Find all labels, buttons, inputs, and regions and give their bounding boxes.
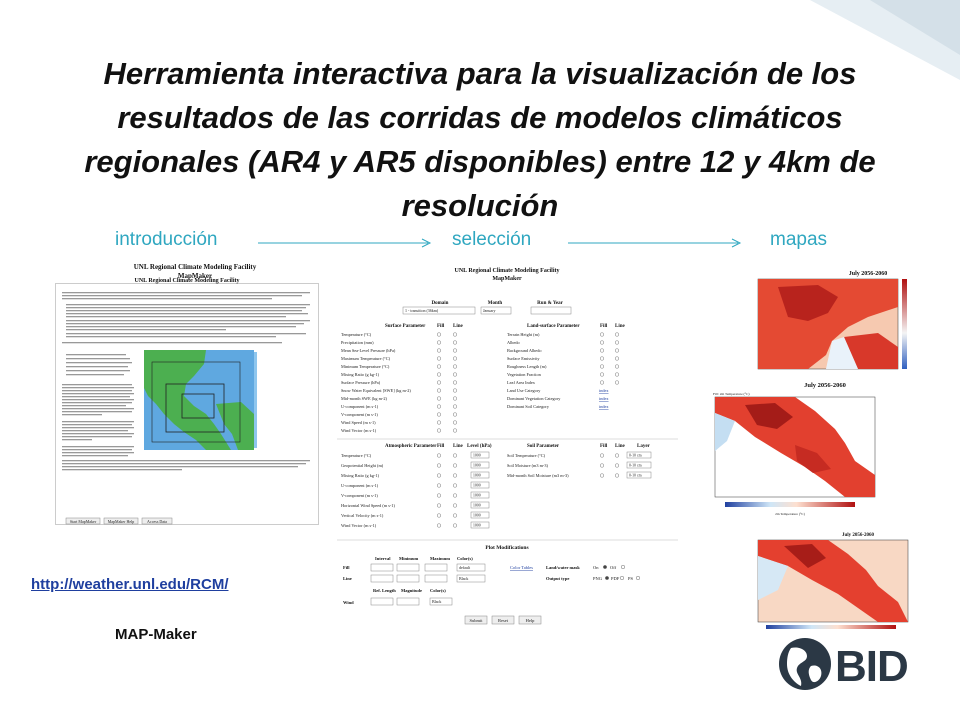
svg-text:Soil Parameter: Soil Parameter [527, 444, 560, 449]
level-value: 1000 [473, 523, 481, 528]
svg-text:Access Data: Access Data [147, 519, 167, 524]
surface-param-label: Wind Speed (m s-1) [341, 420, 376, 425]
selection-screenshot [335, 262, 680, 630]
surface-param-label: Surface Pressure (hPa) [341, 380, 381, 385]
land-fill-radio[interactable] [600, 349, 604, 353]
svg-text:Magnitude: Magnitude [401, 588, 423, 593]
index-link: index [599, 388, 609, 393]
atmos-line-radio[interactable] [453, 514, 457, 518]
output-png-radio[interactable] [605, 576, 609, 580]
surface-param-label: Minimum Temperature (°C) [341, 364, 390, 369]
land-param-label: Roughness Length (m) [507, 364, 547, 369]
climate-map-3 [748, 530, 923, 635]
svg-text:Black: Black [432, 599, 442, 604]
climate-map-1 [748, 267, 938, 379]
fill-interval-input[interactable] [371, 564, 393, 571]
surface-fill-radio[interactable] [437, 365, 441, 369]
fill-minimum-input[interactable] [397, 564, 419, 571]
atmos-param-label: Mixing Ratio (g kg-1) [341, 473, 380, 478]
svg-text:Black: Black [459, 576, 469, 581]
surface-param-label: Wind Vector (m s-1) [341, 428, 377, 433]
atmos-line-radio[interactable] [453, 504, 457, 508]
land-line-radio[interactable] [615, 373, 619, 377]
surface-param-label: Maximum Temperature (°C) [341, 356, 391, 361]
climate-map-2 [705, 381, 880, 526]
soil-fill-radio[interactable] [600, 454, 604, 458]
level-value: 1000 [473, 453, 481, 458]
svg-text:July 2056-2060: July 2056-2060 [848, 271, 888, 277]
level-value: 1000 [473, 503, 481, 508]
svg-text:Fill: Fill [600, 444, 608, 449]
surface-fill-radio[interactable] [437, 349, 441, 353]
form-title: UNL Regional Climate Modeling Facility [454, 268, 560, 274]
surface-fill-radio[interactable] [437, 413, 441, 417]
surface-line-radio[interactable] [453, 429, 457, 433]
level-value: 1000 [473, 483, 481, 488]
svg-text:PS: PS [628, 576, 634, 581]
land-line-radio[interactable] [615, 333, 619, 337]
land-param-label: Leaf Area Index [507, 380, 535, 385]
surface-fill-radio[interactable] [437, 405, 441, 409]
atmos-fill-radio[interactable] [437, 474, 441, 478]
title-line-2: resultados de las corridas de modelos climáticos [117, 100, 843, 135]
surface-param-label: Mean Sea-Level Pressure (hPa) [341, 348, 396, 353]
svg-text:Level (hPa): Level (hPa) [467, 444, 492, 449]
index-link: index [599, 396, 609, 401]
wind-magnitude-input[interactable] [397, 598, 419, 605]
surface-param-label: Temperature (°C) [341, 332, 372, 337]
atmos-fill-radio[interactable] [437, 494, 441, 498]
domain-map [144, 350, 257, 450]
surface-line-radio[interactable] [453, 357, 457, 361]
svg-text:Color(s): Color(s) [457, 556, 473, 561]
svg-text:MapMaker Help: MapMaker Help [107, 519, 135, 524]
surface-fill-radio[interactable] [437, 333, 441, 337]
level-value: 1000 [473, 473, 481, 478]
svg-text:Line: Line [615, 324, 625, 329]
svg-text:Line: Line [615, 444, 625, 449]
svg-text:Interval: Interval [375, 556, 391, 561]
surface-param-label: U-component (m s-1) [341, 404, 379, 409]
atmos-param-label: Wind Vector (m s-1) [341, 523, 377, 528]
level-value: 1000 [473, 463, 481, 468]
line-minimum-input[interactable] [397, 575, 419, 582]
land-line-radio[interactable] [615, 341, 619, 345]
line-interval-input[interactable] [371, 575, 393, 582]
surface-fill-radio[interactable] [437, 397, 441, 401]
step-introduccion: introducción [115, 229, 218, 250]
surface-line-radio[interactable] [453, 333, 457, 337]
level-value: 1000 [473, 513, 481, 518]
run-year-select[interactable] [531, 307, 571, 314]
atmos-fill-radio[interactable] [437, 484, 441, 488]
surface-fill-radio[interactable] [437, 421, 441, 425]
atmos-param-label: Horizontal Wind Speed (m s-1) [341, 503, 395, 508]
svg-text:Line: Line [453, 324, 463, 329]
surface-line-radio[interactable] [453, 413, 457, 417]
svg-text:Reset: Reset [498, 618, 508, 623]
atmos-line-radio[interactable] [453, 454, 457, 458]
svg-text:PNG: PNG [593, 576, 603, 581]
step-seleccion: selección [452, 229, 532, 250]
soil-line-radio[interactable] [615, 454, 619, 458]
land-fill-radio[interactable] [600, 373, 604, 377]
surface-line-radio[interactable] [453, 405, 457, 409]
soil-param-label: Soil Temperature (°C) [507, 453, 546, 458]
atmospheric-parameter-list [341, 452, 489, 528]
atmos-line-radio[interactable] [453, 494, 457, 498]
svg-text:Off: Off [610, 565, 617, 570]
landwater-on-radio[interactable] [603, 565, 607, 569]
svg-text:Color(s): Color(s) [430, 588, 446, 593]
atmos-line-radio[interactable] [453, 484, 457, 488]
land-fill-radio[interactable] [600, 341, 604, 345]
svg-text:Submit: Submit [469, 618, 483, 623]
surface-fill-radio[interactable] [437, 357, 441, 361]
svg-text:Fill: Fill [600, 324, 608, 329]
svg-text:Domain: Domain [431, 301, 449, 306]
svg-text:Fill: Fill [437, 444, 445, 449]
soil-fill-radio[interactable] [600, 464, 604, 468]
svg-text:July 2056-2060: July 2056-2060 [804, 382, 846, 389]
color-tables-link[interactable]: Color Tables [510, 565, 533, 570]
soil-line-radio[interactable] [615, 474, 619, 478]
surface-fill-radio[interactable] [437, 389, 441, 393]
level-value: 1000 [473, 493, 481, 498]
intro-page-subtitle: MapMaker [177, 272, 213, 280]
svg-text:Land-surface Parameter: Land-surface Parameter [527, 324, 580, 329]
svg-text:Start MapMaker: Start MapMaker [69, 519, 97, 524]
surface-line-radio[interactable] [453, 389, 457, 393]
surface-param-label: Mixing Ratio (g kg-1) [341, 372, 380, 377]
surface-line-radio[interactable] [453, 421, 457, 425]
land-param-label: Dominant Vegetation Category [507, 396, 561, 401]
title-line-4: resolución [401, 188, 559, 223]
land-fill-radio[interactable] [600, 365, 604, 369]
svg-text:1 - transition (36km): 1 - transition (36km) [405, 308, 439, 313]
surface-fill-radio[interactable] [437, 373, 441, 377]
land-param-label: Land Use Category [507, 388, 541, 393]
atmos-fill-radio[interactable] [437, 524, 441, 528]
surface-line-radio[interactable] [453, 381, 457, 385]
svg-text:Output type: Output type [546, 576, 570, 581]
surface-line-radio[interactable] [453, 341, 457, 345]
svg-text:Month: Month [487, 301, 503, 306]
atmos-line-radio[interactable] [453, 474, 457, 478]
svg-text:Layer: Layer [637, 444, 650, 449]
plot-modifications-header: Plot Modifications [485, 545, 529, 551]
rcm-link[interactable]: http://weather.unl.edu/RCM/ [31, 576, 229, 593]
layer-value: 0-10 cm [629, 463, 642, 468]
atmos-param-label: Geopotential Height (m) [341, 463, 384, 468]
index-link: index [599, 404, 609, 409]
svg-text:default: default [459, 565, 471, 570]
land-param-label: Surface Emissivity [507, 356, 540, 361]
atmos-fill-radio[interactable] [437, 514, 441, 518]
svg-text:Wind: Wind [343, 600, 354, 605]
svg-text:Line: Line [343, 576, 352, 581]
atmos-line-radio[interactable] [453, 524, 457, 528]
land-line-radio[interactable] [615, 357, 619, 361]
svg-text:Run & Year: Run & Year [537, 301, 563, 306]
svg-text:Maximum: Maximum [430, 556, 450, 561]
surface-fill-radio[interactable] [437, 381, 441, 385]
land-line-radio[interactable] [615, 365, 619, 369]
soil-param-label: Mid-month Soil Moisture (m3 m-3) [507, 473, 569, 478]
layer-value: 0-10 cm [629, 453, 642, 458]
svg-text:Fill: Fill [343, 565, 350, 570]
surface-line-radio[interactable] [453, 349, 457, 353]
land-param-label: Terrain Height (m) [507, 332, 540, 337]
atmos-param-label: Vertical Velocity (m s-1) [341, 513, 384, 518]
atmos-param-label: V-component (m s-1) [341, 493, 378, 498]
land-fill-radio[interactable] [600, 357, 604, 361]
map-maker-caption: MAP-Maker [115, 626, 197, 643]
land-param-label: Dominant Soil Category [507, 404, 550, 409]
line-maximum-input[interactable] [425, 575, 447, 582]
intro-page-title: UNL Regional Climate Modeling Facility [133, 263, 257, 271]
wind-ref-length-input[interactable] [371, 598, 393, 605]
output-pdf-radio[interactable] [620, 576, 624, 580]
atmos-fill-radio[interactable] [437, 504, 441, 508]
atmos-line-radio[interactable] [453, 464, 457, 468]
soil-fill-radio[interactable] [600, 474, 604, 478]
land-parameter-list [507, 332, 619, 409]
output-ps-radio[interactable] [636, 576, 640, 580]
svg-text:PDF: PDF [611, 576, 620, 581]
form-subtitle: MapMaker [492, 276, 522, 282]
intro-title: UNL Regional Climate Modeling Facility [134, 278, 240, 284]
atmos-fill-radio[interactable] [437, 464, 441, 468]
surface-param-label: Snow Water Equivalent [SWE] (kg m-2) [341, 388, 411, 393]
step-mapas: mapas [770, 229, 828, 250]
svg-text:Fill: Fill [437, 324, 445, 329]
atmos-fill-radio[interactable] [437, 454, 441, 458]
svg-text:Fill: 2m Temperature (°C): Fill: 2m Temperature (°C) [713, 392, 750, 396]
land-param-label: Background Albedo [507, 348, 542, 353]
svg-text:Help: Help [525, 618, 535, 623]
svg-text:Minimum: Minimum [399, 556, 419, 561]
surface-param-label: Mid-month SWE (kg m-2) [341, 396, 387, 401]
svg-text:Line: Line [453, 444, 463, 449]
svg-text:On: On [593, 565, 599, 570]
workflow-steps [0, 229, 960, 259]
svg-text:Land/water mask: Land/water mask [546, 565, 580, 570]
svg-text:Surface Parameter: Surface Parameter [385, 324, 426, 329]
soil-line-radio[interactable] [615, 464, 619, 468]
surface-parameter-list [341, 332, 457, 433]
title-line-1: Herramienta interactiva para la visualización de los [103, 56, 857, 91]
layer-value: 0-10 cm [629, 473, 642, 478]
surface-fill-radio[interactable] [437, 341, 441, 345]
surface-param-label: Precipitation (mm) [341, 340, 374, 345]
atmos-param-label: Temperature (°C) [341, 453, 372, 458]
landwater-off-radio[interactable] [621, 565, 625, 569]
land-param-label: Albedo [507, 340, 520, 345]
svg-text:Atmospheric Parameter: Atmospheric Parameter [385, 444, 437, 449]
title-line-3: regionales (AR4 y AR5 disponibles) entre 12 y 4km de [84, 144, 876, 179]
intro-screenshot [55, 278, 319, 525]
atmos-param-label: U-component (m s-1) [341, 483, 379, 488]
svg-text:July 2056-2060: July 2056-2060 [841, 533, 875, 538]
soil-param-label: Soil Moisture (m3 m-3) [507, 463, 548, 468]
slide-title [40, 52, 920, 228]
fill-maximum-input[interactable] [425, 564, 447, 571]
svg-text:2m Temperature (°C): 2m Temperature (°C) [775, 512, 805, 516]
land-line-radio[interactable] [615, 349, 619, 353]
land-fill-radio[interactable] [600, 381, 604, 385]
surface-param-label: V-component (m s-1) [341, 412, 378, 417]
surface-line-radio[interactable] [453, 365, 457, 369]
globe-icon [777, 636, 833, 692]
surface-line-radio[interactable] [453, 397, 457, 401]
bid-logo [777, 636, 937, 692]
svg-text:January: January [483, 308, 496, 313]
soil-parameter-list [507, 452, 651, 478]
surface-line-radio[interactable] [453, 373, 457, 377]
land-param-label: Vegetation Fraction [507, 372, 541, 377]
land-line-radio[interactable] [615, 381, 619, 385]
bid-logo-text: BID [835, 642, 908, 691]
surface-fill-radio[interactable] [437, 429, 441, 433]
intro-header [95, 263, 295, 281]
svg-text:Ref. Length: Ref. Length [373, 588, 396, 593]
land-fill-radio[interactable] [600, 333, 604, 337]
